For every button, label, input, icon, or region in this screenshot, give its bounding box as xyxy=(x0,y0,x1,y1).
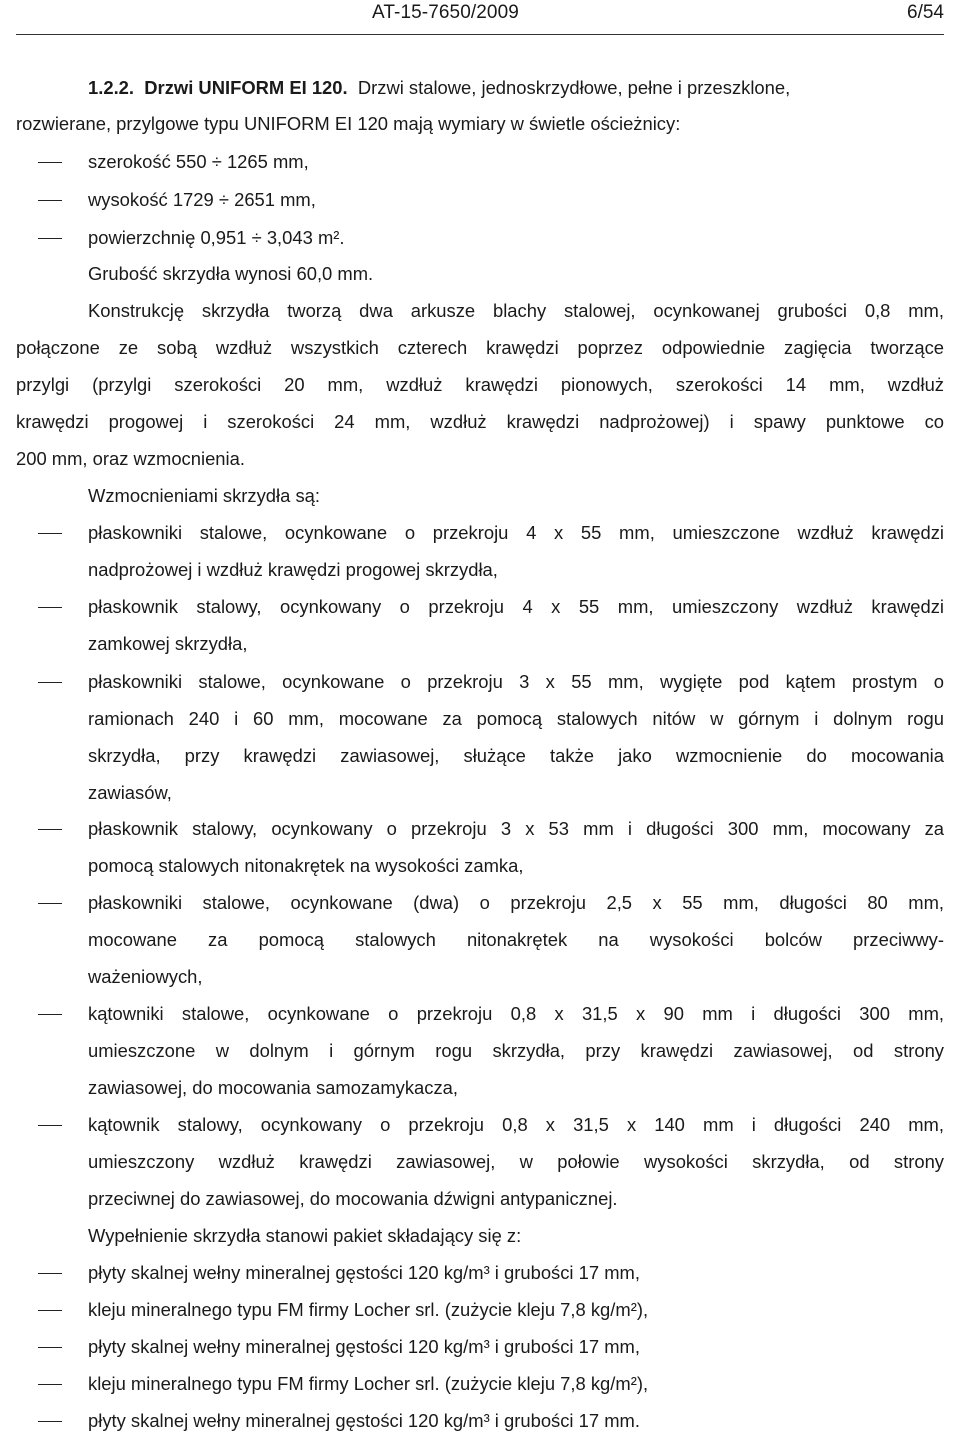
divide-sign: ÷ xyxy=(211,151,222,172)
reinforcement-line: kątownik stalowy, ocynkowany o przekroju 0,8 x 31,5 x 140 mm i długości 240 mm, xyxy=(88,1114,944,1135)
filling-item: płyty skalnej wełny mineralnej gęstości 120 kg/m³ i grubości 17 mm. xyxy=(88,1410,640,1431)
list-dash xyxy=(38,1421,62,1422)
filling-item: kleju mineralnego typu FM firmy Locher srl. (zużycie kleju 7,8 kg/m²), xyxy=(88,1299,649,1320)
reinforcement-line: przeciwnej do zawiasowej, do mocowania dźwigni antypanicznej. xyxy=(88,1188,618,1209)
reinforcement-line: płaskowniki stalowe, ocynkowane o przekroju 3 x 55 mm, wygięte pod kątem prostym o xyxy=(88,671,944,692)
dimension-item: szerokość 550 ÷ 1265 mm, xyxy=(88,151,309,172)
reinforcement-line: nadprożowej i wzdłuż krawędzi progowej skrzydła, xyxy=(88,559,498,580)
page-number: 6/54 xyxy=(907,2,944,23)
header-rule xyxy=(16,34,944,35)
dimension-item: wysokość 1729 ÷ 2651 mm, xyxy=(88,189,316,210)
section-number: 1.2.2. xyxy=(88,77,135,98)
list-dash xyxy=(38,238,62,239)
reinforcement-line: płaskowniki stalowe, ocynkowane o przekroju 4 x 55 mm, umieszczone wzdłuż krawędzi xyxy=(88,522,944,543)
reinforcements-intro: Wzmocnieniami skrzydła są: xyxy=(88,485,320,506)
list-dash xyxy=(38,1273,62,1274)
list-dash xyxy=(38,1125,62,1126)
paragraph-line: Konstrukcję skrzydła tworzą dwa arkusze blachy stalowej, ocynkowanej grubości 0,8 mm, xyxy=(88,300,944,321)
list-dash xyxy=(38,607,62,608)
reinforcement-line: ważeniowych, xyxy=(88,966,203,987)
reinforcement-line: umieszczone w dolnym i górnym rogu skrzydła, przy krawędzi zawiasowej, od strony xyxy=(88,1040,944,1061)
paragraph-line: połączone ze sobą wzdłuż wszystkich czterech krawędzi poprzez odpowiednie zagięcia tworzące xyxy=(16,337,944,358)
list-dash xyxy=(38,682,62,683)
reinforcement-line: płaskownik stalowy, ocynkowany o przekroju 3 x 53 mm i długości 300 mm, mocowany za xyxy=(88,818,944,839)
paragraph-line: przylgi (przylgi szerokości 20 mm, wzdłuż krawędzi pionowych, szerokości 14 mm, wzdłuż xyxy=(16,374,944,395)
list-dash xyxy=(38,533,62,534)
section-title: Drzwi UNIFORM EI 120. xyxy=(144,77,348,98)
list-dash xyxy=(38,1310,62,1311)
list-dash xyxy=(38,903,62,904)
list-dash xyxy=(38,162,62,163)
list-dash xyxy=(38,1347,62,1348)
thickness-text: Grubość skrzydła wynosi 60,0 mm. xyxy=(88,263,374,284)
section-heading xyxy=(88,77,944,99)
section-intro-line2: rozwierane, przylgowe typu UNIFORM EI 120 mają wymiary w świetle ościeżnicy: xyxy=(16,113,681,134)
section-intro: Drzwi stalowe, jednoskrzydłowe, pełne i przeszklone, xyxy=(357,77,791,98)
reinforcement-line: kątowniki stalowe, ocynkowane o przekroju 0,8 x 31,5 x 90 mm i długości 300 mm, xyxy=(88,1003,944,1024)
filling-intro: Wypełnienie skrzydła stanowi pakiet składający się z: xyxy=(88,1225,522,1246)
reinforcement-line: zawiasowej, do mocowania samozamykacza, xyxy=(88,1077,459,1098)
reinforcement-line: skrzydła, przy krawędzi zawiasowej, służące także jako wzmocnienie do mocowania xyxy=(88,745,944,766)
reinforcement-line: zamkowej skrzydła, xyxy=(88,633,248,654)
list-dash xyxy=(38,1384,62,1385)
dimension-item: powierzchnię 0,951 ÷ 3,043 m². xyxy=(88,227,345,248)
divide-sign: ÷ xyxy=(218,189,229,210)
list-dash xyxy=(38,1014,62,1015)
divide-sign: ÷ xyxy=(251,227,262,248)
paragraph-line: 200 mm, oraz wzmocnienia. xyxy=(16,448,245,469)
reinforcement-line: mocowane za pomocą stalowych nitonakrętek na wysokości bolców przeciwwy- xyxy=(88,929,944,950)
filling-item: kleju mineralnego typu FM firmy Locher srl. (zużycie kleju 7,8 kg/m²), xyxy=(88,1373,649,1394)
reinforcement-line: pomocą stalowych nitonakrętek na wysokości zamka, xyxy=(88,855,524,876)
reinforcement-line: płaskownik stalowy, ocynkowany o przekroju 4 x 55 mm, umieszczony wzdłuż krawędzi xyxy=(88,596,944,617)
reinforcement-line: płaskowniki stalowe, ocynkowane (dwa) o przekroju 2,5 x 55 mm, długości 80 mm, xyxy=(88,892,944,913)
reinforcement-line: ramionach 240 i 60 mm, mocowane za pomocą stalowych nitów w górnym i dolnym rogu xyxy=(88,708,944,729)
list-dash xyxy=(38,200,62,201)
document-id: AT-15-7650/2009 xyxy=(372,2,519,23)
list-dash xyxy=(38,829,62,830)
reinforcement-line: zawiasów, xyxy=(88,782,172,803)
filling-item: płyty skalnej wełny mineralnej gęstości 120 kg/m³ i grubości 17 mm, xyxy=(88,1262,640,1283)
filling-item: płyty skalnej wełny mineralnej gęstości 120 kg/m³ i grubości 17 mm, xyxy=(88,1336,640,1357)
page-header xyxy=(0,0,960,34)
paragraph-line: krawędzi progowej i szerokości 24 mm, wzdłuż krawędzi nadprożowej) i spawy punktowe co xyxy=(16,411,944,432)
reinforcement-line: umieszczony wzdłuż krawędzi zawiasowej, w połowie wysokości skrzydła, od strony xyxy=(88,1151,944,1172)
